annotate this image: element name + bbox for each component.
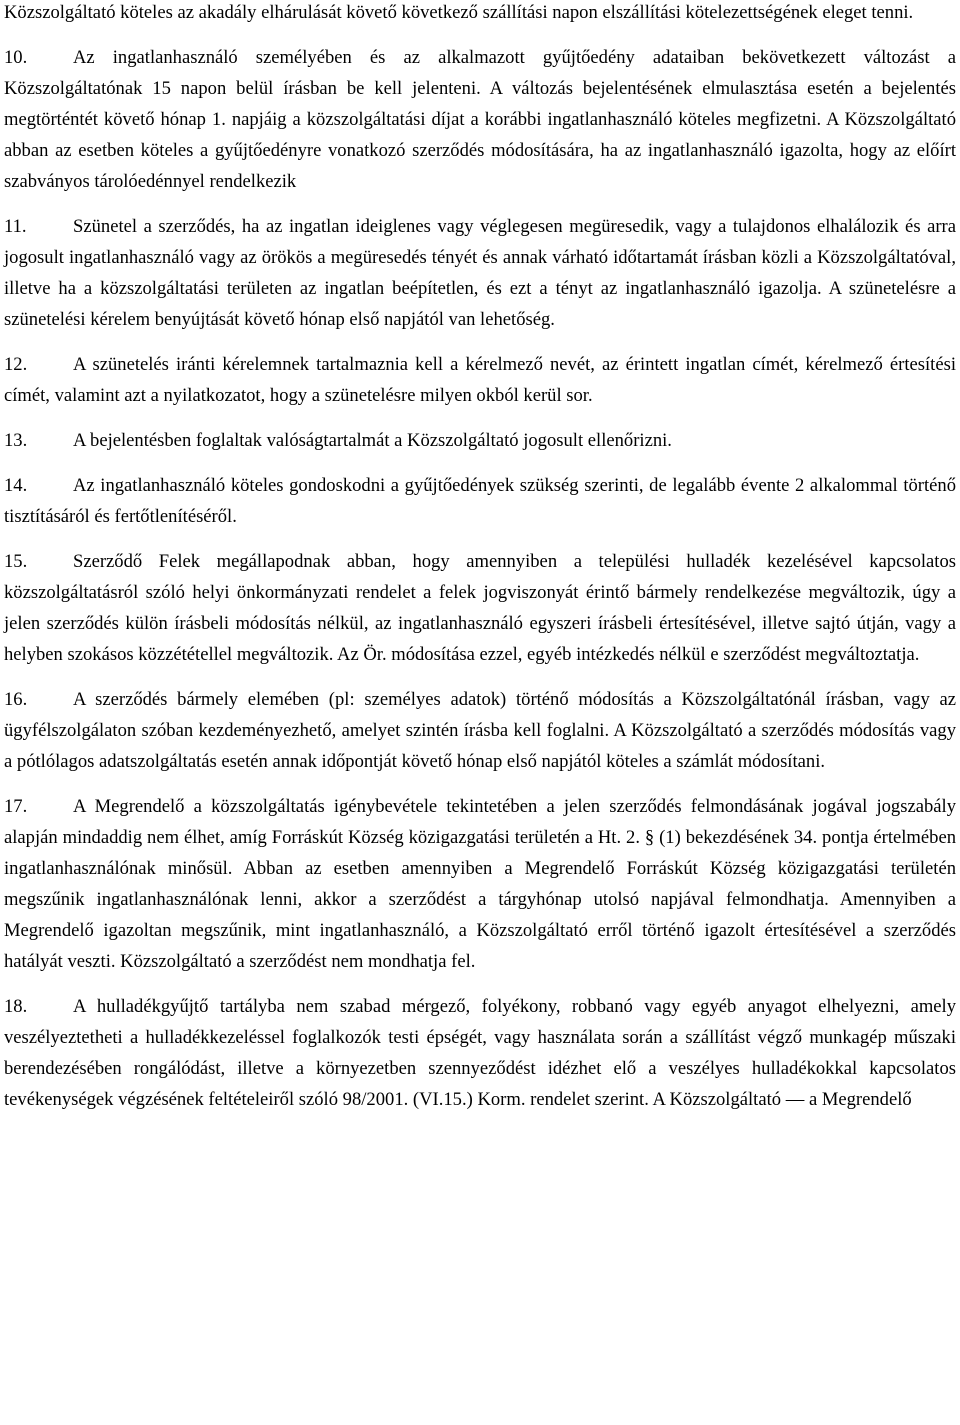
section-13 <box>4 425 956 456</box>
intro-paragraph: Közszolgáltató köteles az akadály elhárulását követő következő szállítási napon elszállítási kötelezettségének eleget tenni. <box>4 2 914 23</box>
section-text: A szerződés bármely elemében (pl: személyes adatok) történő módosítás a Közszolgáltatónál írásban, vagy az ügyfélszolgálaton szóban kezdeményezhető, amelyet szintén írásba kell foglalni. A Közszolgáltató a szerződés módosítás vagy a pótlólagos adatszolgáltatás esetén annak időpontját követő hónap első napjától köteles a számlát módosítani. <box>4 689 956 772</box>
section-number: 12. <box>4 354 28 375</box>
section-text: A hulladékgyűjtő tartályba nem szabad mérgező, folyékony, robbanó vagy egyéb anyagot elhelyezni, amely veszélyeztetheti a hulladékkezeléssel foglalkozók testi épségét, vagy használata során a szállítást végző munkagép műszaki berendezésében rongálódást, illetve a környezetben szennyeződést idézhet elő a veszélyes hulladékokkal kapcsolatos tevékenységek végzésének feltételeiről szóló 98/2001. (VI.15.) Korm. rendelet szerint. A Közszolgáltató ― a Megrendelő <box>4 996 956 1110</box>
section-number: 15. <box>4 551 28 572</box>
section-15 <box>4 546 956 670</box>
section-number: 13. <box>4 430 28 451</box>
section-12 <box>4 349 956 411</box>
section-number: 14. <box>4 475 28 496</box>
section-17 <box>4 791 956 977</box>
document-page <box>4 0 956 1129</box>
section-number: 16. <box>4 689 28 710</box>
section-text: Az ingatlanhasználó köteles gondoskodni a gyűjtőedények szükség szerinti, de legalább évente 2 alkalommal történő tisztításáról és fertőtlenítéséről. <box>4 475 956 527</box>
section-text: A szünetelés iránti kérelemnek tartalmaznia kell a kérelmező nevét, az érintett ingatlan címét, kérelmező értesítési címét, valamint azt a nyilatkozatot, hogy a szünetelésre milyen okból kerül sor. <box>4 354 956 406</box>
section-text: A bejelentésben foglaltak valóságtartalmát a Közszolgáltató jogosult ellenőrizni. <box>73 430 672 451</box>
section-18 <box>4 991 956 1115</box>
section-text: A Megrendelő a közszolgáltatás igénybevétele tekintetében a jelen szerződés felmondásának jogával jogszabály alapján mindaddig nem élhet, amíg Forráskút Község közigazgatási területén a Ht. 2. § (1) bekezdésének 34. pontja értelmében ingatlanhasználónak minősül. Abban az esetben amennyiben a Megrendelő Forráskút Község közigazgatási területén megszűnik ingatlanhasználónak lenni, akkor a szerződést a tárgyhónap utolsó napjával felmondhatja. Amennyiben a Megrendelő igazoltan megszűnik, mint ingatlanhasználó, a Közszolgáltató erről történő igazolt értesítésével a szerződés hatályát veszti. Közszolgáltató a szerződést nem mondhatja fel. <box>4 796 956 972</box>
section-number: 17. <box>4 796 28 817</box>
section-text: Szerződő Felek megállapodnak abban, hogy amennyiben a települési hulladék kezelésével kapcsolatos közszolgáltatásról szóló helyi önkormányzati rendelet a felek jogviszonyát érintő bármely rendelkezése megváltozik, úgy a jelen szerződés külön írásbeli módosítás nélkül, az ingatlanhasználó egyszeri írásbeli értesítésével, illetve sajtó útján, vagy a helyben szokásos közzététellel megváltozik. Az Ör. módosítása ezzel, egyéb intézkedés nélkül e szerződést megváltoztatja. <box>4 551 956 665</box>
section-14 <box>4 470 956 532</box>
section-11 <box>4 211 956 335</box>
section-text: Szünetel a szerződés, ha az ingatlan ideiglenes vagy véglegesen megüresedik, vagy a tulajdonos elhalálozik és arra jogosult ingatlanhasználó vagy az örökös a megüresedés tényét és annak várható időtartamát írásban közli a Közszolgáltatóval, illetve ha a közszolgáltatási területen az ingatlan beépítetlen, és ezt a tényt az ingatlanhasználó igazolja. A szünetelésre a szünetelési kérelem benyújtását követő hónap első napjától van lehetőség. <box>4 216 956 330</box>
section-10 <box>4 42 956 197</box>
section-16 <box>4 684 956 777</box>
section-text: Az ingatlanhasználó személyében és az alkalmazott gyűjtőedény adataiban bekövetkezett változást a Közszolgáltatónak 15 napon belül írásban be kell jelenteni. A változás bejelentésének elmulasztása esetén a bejelentés megtörténtét követő hónap 1. napjáig a közszolgáltatási díjat a korábbi ingatlanhasználó köteles megfizetni. A Közszolgáltató abban az esetben köteles a gyűjtőedényre vonatkozó szerződés módosítására, ha az ingatlanhasználó igazolta, hogy az előírt szabványos tárolóedénnyel rendelkezik <box>4 47 956 192</box>
section-number: 11. <box>4 216 27 237</box>
section-number: 10. <box>4 47 28 68</box>
section-number: 18. <box>4 996 28 1017</box>
